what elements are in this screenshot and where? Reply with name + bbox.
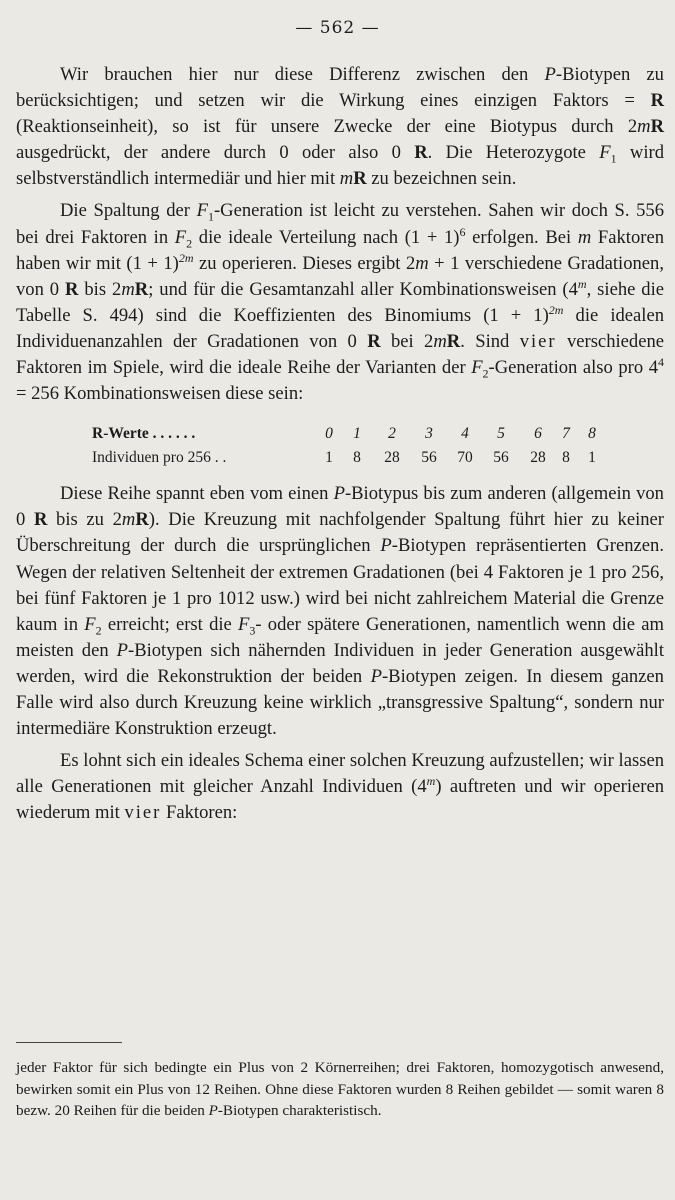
paragraph-3: Diese Reihe spannt eben vom einen P-Biotypus bis zum anderen (allgemein von 0 R bis zu 2mR). Die Kreuzung mit nachfolgender Spaltung führt hier zu keiner Überschreitung der durch die ursprünglichen P-Biotypen repräsentierten Grenzen. Wegen der relativen Seltenheit der extremen Gradationen (bei 4 Faktoren je 1 pro 256, bei fünf Faktoren je 1 pro 1012 usw.) wird bei nicht zahlreichem Material die Grenze kaum in $F_2$ erreicht; erst die $F_3-$ oder spätere Generationen, namentlich wenn die am meisten den P-Biotypen sich nähernden Individuen in jeder Generation ausgewählt werden, wird die Rekonstruktion der beiden P-Biotypen zeigen. In diesem ganzen Falle wird also durch Kreuzung keine wirklich „transgressive Spaltung“, sondern nur intermediäre Konstruktion erzeugt.: [16, 483, 665, 740]
r-value-cell: 4: [461, 425, 469, 443]
r-value-cell: 6: [534, 425, 542, 443]
count-cell: 70: [457, 449, 473, 467]
r-value-cell: 7: [562, 425, 570, 443]
r-value-cell: 0: [325, 425, 333, 443]
footnote-divider: [16, 1042, 122, 1043]
count-cell: 1: [588, 449, 596, 467]
r-value-cell: 8: [588, 425, 596, 443]
r-value-cell: 2: [388, 425, 396, 443]
r-value-cell: 3: [425, 425, 433, 443]
count-cell: 1: [325, 449, 333, 467]
body-text: [16, 62, 664, 832]
count-cell: 56: [493, 449, 509, 467]
row-label-r-werte: R-Werte . . . . . .: [92, 425, 196, 443]
paragraph-1: Wir brauchen hier nur diese Differenz zwischen den P-Biotypen zu berücksichtigen; und setzen wir die Wirkung eines einzigen Faktors = R (Reaktionseinheit), so ist für unsere Zwecke der eine Biotypus durch 2mR ausgedrückt, der andere durch 0 oder also 0 R. Die Heterozygote $F_1$ wird selbstverständlich intermediär und hier mit mR zu bezeichnen sein.: [16, 64, 664, 190]
page-number: — 562 —: [295, 18, 380, 38]
count-cell: 28: [530, 449, 546, 467]
count-cell: 56: [421, 449, 437, 467]
distribution-table: [16, 421, 664, 471]
footnote: jeder Faktor für sich bedingte ein Plus von 2 Körnerreihen; drei Faktoren, homozygotisch anwesend, bewirken somit ein Plus von 12 Reihen. Ohne diese Faktoren wurden 8 Reihen gebildet — somit waren 8 bezw. 20 Reihen für die beiden P-Biotypen charakteristisch.: [16, 1059, 664, 1119]
count-cell: 8: [353, 449, 361, 467]
r-value-cell: 5: [497, 425, 505, 443]
paragraph-4: Es lohnt sich ein ideales Schema einer solchen Kreuzung aufzustellen; wir lassen alle Generationen mit gleicher Anzahl Individuen (4$^m$) auftreten und wir operieren wiederum mit vier Faktoren:: [16, 750, 665, 824]
count-cell: 28: [384, 449, 400, 467]
count-cell: 8: [562, 449, 570, 467]
paragraph-2: Die Spaltung der $F_1$-Generation ist leicht zu verstehen. Sahen wir doch S. 556 bei drei Faktoren in $F_2$ die ideale Verteilung nach $(1 + 1)^6$ erfolgen. Bei m Faktoren haben wir mit $(1 + 1)^{2m}$ zu operieren. Dieses ergibt 2m + 1 verschiedene Gradationen, von 0 R bis 2mR; und für die Gesamtanzahl aller Kombinationsweisen (4$^m$, siehe die Tabelle S. 494) sind die Koeffizienten des Binomiums $(1 + 1)^{2m}$ die idealen Individuenanzahlen der Gradationen von 0 R bei 2mR. Sind vier verschiedene Faktoren im Spiele, wird die ideale Reihe der Varianten der $F_2$-Generation also pro $4^4 = 256$ Kombinationsweisen diese sein:: [16, 200, 665, 405]
row-label-individuen: Individuen pro 256 . .: [92, 449, 227, 467]
r-value-cell: 1: [353, 425, 361, 443]
